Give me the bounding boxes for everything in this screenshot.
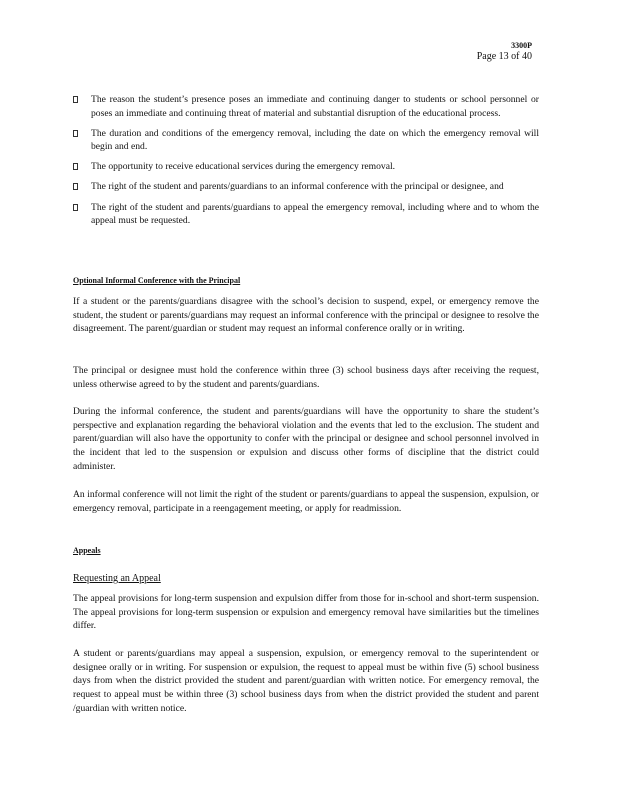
informal-conference-heading: Optional Informal Conference with the Principal [73, 276, 241, 285]
appeals-paragraph-1: The appeal provisions for long-term suspension and expulsion differ from those for in-school and short-term suspension. The appeal provisions for long-term suspension or expulsion and emergency removal have similarities but the timelines differ. [73, 593, 539, 632]
list-item-text: The opportunity to receive educational services during the emergency removal. [91, 161, 396, 173]
bullet-box-icon [73, 204, 78, 211]
list-item-text: The duration and conditions of the emergency removal, including the date on which the emergency removal will begin and end. [91, 127, 539, 153]
appeals-heading: Appeals [73, 546, 101, 555]
appeals-paragraph-2: A student or parents/guardians may appeal a suspension, expulsion, or emergency removal to the superintendent or designee orally or in writing. For suspension or expulsion, the request to appeal must be within five (5) school business days from when the district provided the student and parent/guardian with written notice. For emergency removal, the request to appeal must be within three (3) school business days from when the district provided the student and parent /guardian with written notice. [73, 648, 539, 714]
list-item-text: The right of the student and parents/guardians to an informal conference with the principal or designee, and [91, 181, 504, 193]
list-item [73, 201, 539, 228]
bullet-box-icon [73, 130, 78, 137]
bullet-box-icon [73, 163, 78, 170]
informal-conference-paragraph-1: If a student or the parents/guardians disagree with the school’s decision to suspend, expel, or emergency remove the student, the student or parents/guardians may request an informal conference with the principal or designee to resolve the disagreement. The parent/guardian or student may request an informal conference orally or in writing. [73, 296, 539, 335]
informal-conference-paragraph-4: An informal conference will not limit the right of the student or parents/guardians to appeal the suspension, expulsion, or emergency removal, participate in a reengagement meeting, or apply for readmission. [73, 489, 539, 514]
emergency-removal-notice-list [73, 93, 539, 234]
list-item [73, 93, 539, 120]
informal-conference-paragraph-2: The principal or designee must hold the conference within three (3) school business days after receiving the request, unless otherwise agreed to by the student and parents/guardians. [73, 365, 539, 390]
bullet-box-icon [73, 183, 78, 190]
informal-conference-paragraph-3: During the informal conference, the student and parents/guardians will have the opportunity to share the student’s perspective and explanation regarding the behavioral violation and the events that led to the exclusion. The student and parent/guardian will also have the opportunity to confer with the principal or designee and school personnel involved in the incident that led to the suspension or expulsion and discuss other forms of discipline that the district could administer. [73, 406, 539, 472]
list-item-text: The right of the student and parents/guardians to appeal the emergency removal, including where and to whom the appeal must be requested. [91, 201, 539, 227]
bullet-box-icon [73, 96, 78, 103]
list-item [73, 180, 539, 194]
policy-code: 3300P [511, 41, 532, 50]
page-number: Page 13 of 40 [476, 51, 532, 62]
requesting-appeal-subheading: Requesting an Appeal [73, 573, 161, 584]
list-item [73, 127, 539, 154]
list-item [73, 160, 539, 174]
list-item-text: The reason the student’s presence poses an immediate and continuing danger to students or school personnel or poses an immediate and continuing threat of material and substantial disruption of the educational process. [91, 94, 539, 119]
